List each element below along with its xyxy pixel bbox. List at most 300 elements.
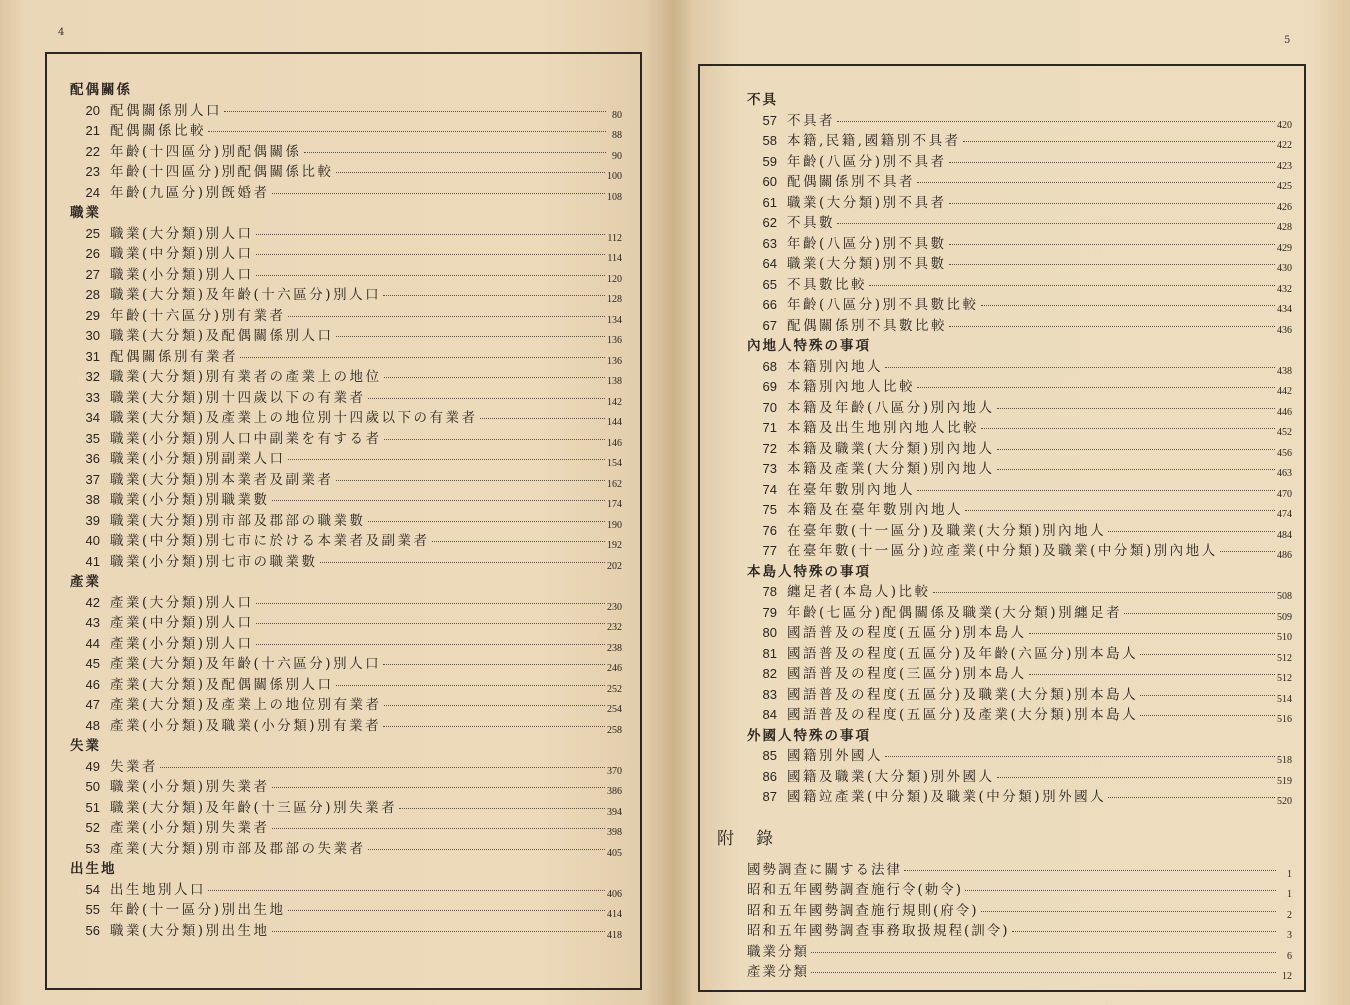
entry-page: 406 [607, 888, 622, 900]
toc-entry[interactable] [70, 408, 622, 429]
entry-page: 128 [607, 294, 622, 305]
dot-leader [1140, 715, 1275, 716]
entry-page: 446 [1277, 406, 1292, 418]
dot-leader [368, 521, 605, 522]
entry-number: 47 [85, 697, 100, 712]
entry-title: 本籍別內地人 [787, 358, 883, 375]
entry-page: 108 [607, 191, 622, 203]
entry-page: 134 [607, 314, 622, 326]
entry-title: 產業(大分類)及產業上の地位別有業者 [110, 697, 382, 713]
entry-page: 246 [607, 663, 622, 674]
entry-number: 50 [85, 779, 100, 794]
dot-leader [272, 828, 605, 829]
appendix-heading: 附錄 [717, 828, 795, 849]
toc-entry[interactable] [70, 654, 622, 675]
section-heading: 職業 [70, 205, 101, 221]
entry-page: 254 [607, 704, 622, 715]
entry-number: 56 [85, 922, 100, 938]
toc-entry[interactable] [70, 265, 622, 286]
toc-entry[interactable] [70, 531, 622, 552]
entry-page: 426 [1277, 201, 1292, 213]
toc-entry[interactable] [70, 900, 622, 921]
entry-title: 昭和五年國勢調查施行規則(府令) [747, 902, 979, 919]
toc-entry[interactable] [70, 162, 622, 183]
toc-entry[interactable] [747, 500, 1292, 521]
toc-entry[interactable] [70, 285, 622, 306]
entry-page: 112 [607, 232, 622, 244]
dot-leader [368, 398, 605, 399]
dot-leader [997, 408, 1275, 409]
entry-number: 24 [85, 184, 100, 200]
dot-leader [256, 275, 605, 276]
entry-page: 80 [612, 109, 622, 121]
section-heading: 出生地 [70, 861, 117, 877]
dot-leader [256, 644, 605, 645]
section-heading: 失業 [70, 738, 101, 754]
toc-entry[interactable] [70, 367, 622, 388]
entry-number: 60 [762, 174, 777, 189]
toc-entry[interactable] [747, 357, 1292, 378]
toc-entry[interactable] [70, 511, 622, 532]
dot-leader [981, 305, 1275, 306]
dot-leader [981, 911, 1276, 912]
entry-number: 42 [85, 594, 100, 610]
entry-number: 49 [85, 758, 100, 774]
entry-number: 30 [85, 328, 100, 343]
entry-number: 26 [85, 246, 100, 261]
entry-title: 職業(小分類)別人口中副業を有する者 [110, 430, 382, 447]
dot-leader [384, 705, 605, 706]
dot-leader [304, 152, 606, 153]
dot-leader [1220, 551, 1275, 552]
entry-page: 162 [607, 478, 622, 490]
toc-entry[interactable] [70, 880, 622, 901]
dot-leader [1108, 531, 1275, 532]
toc-entry[interactable] [747, 767, 1292, 788]
entry-title: 職業(大分類)別本業者及副業者 [110, 471, 334, 488]
entry-number: 68 [762, 358, 777, 374]
entry-title: 職業(大分類)別人口 [110, 225, 254, 242]
entry-title: 國語普及の程度(五區分)及產業(大分類)別本島人 [787, 707, 1139, 723]
entry-title: 職業分類 [747, 943, 809, 960]
entry-page: 1 [1287, 889, 1292, 900]
entry-title: 本籍及出生地別內地人比較 [787, 420, 979, 436]
entry-number: 35 [85, 430, 100, 446]
toc-entry[interactable] [747, 295, 1292, 316]
dot-leader [1140, 654, 1275, 655]
dot-leader [256, 234, 606, 235]
entry-title: 年齡(七區分)配偶關係及職業(大分類)別纏足者 [787, 604, 1123, 621]
toc-entry[interactable] [70, 921, 622, 942]
entry-title: 配偶關係別有業者 [110, 348, 238, 365]
appendix-list [747, 860, 1292, 983]
entry-title: 國勢調查に關する法律 [747, 861, 902, 878]
toc-entry[interactable] [70, 593, 622, 614]
dot-leader [256, 623, 605, 624]
toc-entry[interactable] [747, 152, 1292, 173]
dot-leader [1124, 613, 1275, 614]
entry-number: 59 [762, 153, 777, 169]
dot-leader [1140, 695, 1275, 696]
dot-leader [384, 377, 605, 378]
entry-number: 53 [85, 840, 100, 856]
entry-title: 年齡(十六區分)別有業者 [110, 307, 286, 324]
dot-leader [272, 931, 605, 932]
dot-leader [336, 685, 605, 686]
toc-entry[interactable] [70, 244, 622, 265]
toc-entry[interactable] [747, 418, 1292, 439]
toc-entry[interactable] [70, 470, 622, 491]
entry-number: 82 [762, 666, 777, 681]
entry-title: 年齡(十四區分)別配偶關係比較 [110, 164, 334, 180]
entry-page: 486 [1277, 550, 1292, 561]
entry-page: 136 [607, 355, 622, 367]
entry-title: 國語普及の程度(三區分)別本島人 [787, 666, 1027, 682]
appendix-entry[interactable] [747, 880, 1292, 901]
dot-leader [997, 777, 1275, 778]
section-heading: 外國人特殊の事項 [747, 727, 871, 744]
toc-entry[interactable] [70, 695, 622, 716]
toc-entry[interactable] [747, 541, 1292, 562]
toc-entry[interactable] [747, 603, 1292, 624]
entry-title: 職業(大分類)及產業上の地位別十四歲以下の有業者 [110, 410, 478, 426]
entry-title: 職業(中分類)別人口 [110, 246, 254, 262]
toc-entry[interactable] [747, 787, 1292, 808]
entry-page: 520 [1277, 796, 1292, 807]
toc-entry[interactable] [747, 172, 1292, 193]
dot-leader [288, 910, 605, 911]
entry-page: 514 [1277, 693, 1292, 705]
dot-leader [811, 972, 1276, 973]
section-heading: 本島人特殊の事項 [747, 563, 871, 580]
entry-page: 252 [607, 683, 622, 695]
dot-leader [1029, 674, 1275, 675]
entry-number: 28 [85, 287, 100, 302]
entry-title: 產業(小分類)別人口 [110, 635, 254, 652]
toc-entry[interactable] [747, 131, 1292, 152]
page-number: 4 [58, 27, 65, 38]
entry-page: 474 [1277, 509, 1292, 520]
toc-entry[interactable] [70, 777, 622, 798]
entry-title: 產業(大分類)別人口 [110, 594, 254, 611]
entry-number: 54 [85, 881, 100, 897]
toc-entry[interactable] [747, 213, 1292, 234]
entry-page: 136 [607, 335, 622, 346]
dot-leader [997, 449, 1275, 450]
toc-entry[interactable] [747, 623, 1292, 644]
dot-leader [917, 182, 1275, 183]
toc-entry[interactable] [747, 275, 1292, 296]
dot-leader [917, 387, 1275, 388]
entry-page: 144 [607, 417, 622, 428]
entry-title: 年齡(八區分)別不具者 [787, 153, 947, 170]
toc-entry[interactable] [747, 234, 1292, 255]
toc-entry[interactable] [70, 101, 622, 122]
entry-title: 產業(大分類)及配偶關係別人口 [110, 676, 334, 693]
dot-leader [256, 603, 605, 604]
entry-title: 配偶關係別不具數比較 [787, 317, 947, 334]
toc-entry[interactable] [70, 675, 622, 696]
toc-entry[interactable] [70, 490, 622, 511]
dot-leader [320, 562, 605, 563]
entry-page: 100 [607, 171, 622, 182]
entry-page: 12 [1282, 971, 1292, 982]
entry-page: 405 [607, 847, 622, 859]
dot-leader [256, 254, 606, 255]
dot-leader [963, 141, 1275, 142]
toc-entry[interactable] [747, 685, 1292, 706]
entry-page: 430 [1277, 263, 1292, 274]
dot-leader [965, 510, 1275, 511]
section-heading: 內地人特殊の事項 [747, 338, 871, 354]
toc-entry[interactable] [747, 644, 1292, 665]
toc-entry[interactable] [70, 183, 622, 204]
toc-entry[interactable] [70, 429, 622, 450]
entry-number: 36 [85, 451, 100, 466]
entry-page: 190 [607, 519, 622, 531]
entry-number: 31 [85, 348, 100, 364]
toc-entry[interactable] [70, 121, 622, 142]
dot-leader [949, 203, 1275, 204]
dot-leader [904, 870, 1276, 871]
toc-entry[interactable] [747, 746, 1292, 767]
toc-entry[interactable] [70, 449, 622, 470]
entry-number: 34 [85, 410, 100, 425]
entry-title: 在臺年數別內地人 [787, 481, 915, 498]
dot-leader [288, 459, 605, 460]
entry-title: 失業者 [110, 758, 158, 775]
entry-title: 本籍及在臺年數別內地人 [787, 502, 963, 518]
entry-number: 55 [85, 902, 100, 917]
toc-entry[interactable] [70, 306, 622, 327]
entry-title: 國語普及の程度(五區分)及職業(大分類)別本島人 [787, 686, 1139, 703]
entry-page: 230 [607, 601, 622, 613]
entry-page: 512 [1277, 652, 1292, 664]
dot-leader [949, 326, 1275, 327]
entry-page: 509 [1277, 611, 1292, 623]
dot-leader [811, 952, 1276, 953]
toc-entry[interactable] [70, 634, 622, 655]
dot-leader [480, 418, 605, 419]
entry-title: 在臺年數(十一區分)及職業(大分類)別內地人 [787, 522, 1107, 539]
entry-page: 258 [607, 724, 622, 736]
entry-page: 418 [607, 929, 622, 941]
entry-number: 41 [85, 553, 100, 569]
entry-page: 2 [1287, 909, 1292, 921]
entry-title: 職業(大分類)及年齡(十三區分)別失業者 [110, 799, 398, 816]
toc-entry[interactable] [70, 613, 622, 634]
toc-entry[interactable] [70, 326, 622, 347]
toc-entry[interactable] [70, 716, 622, 737]
toc-entry[interactable] [747, 377, 1292, 398]
entry-title: 產業(小分類)及職業(小分類)別有業者 [110, 717, 382, 734]
entry-number: 86 [762, 768, 777, 784]
entry-title: 年齡(八區分)別不具數比較 [787, 297, 979, 313]
entry-page: 114 [607, 253, 622, 264]
entry-title: 產業(中分類)別人口 [110, 615, 254, 631]
entry-number: 81 [762, 645, 777, 661]
dot-leader [997, 469, 1275, 470]
entry-number: 32 [85, 369, 100, 384]
toc-entry[interactable] [747, 316, 1292, 337]
entry-number: 61 [762, 194, 777, 210]
dot-leader [208, 890, 605, 891]
entry-page: 432 [1277, 283, 1292, 295]
dot-leader [160, 767, 605, 768]
entry-page: 484 [1277, 529, 1292, 541]
entry-title: 國語普及の程度(五區分)及年齡(六區分)別本島人 [787, 645, 1139, 662]
entry-number: 74 [762, 481, 777, 497]
entry-title: 產業(大分類)別市部及郡部の失業者 [110, 840, 366, 857]
entry-number: 64 [762, 256, 777, 271]
entry-number: 65 [762, 276, 777, 292]
entry-number: 63 [762, 235, 777, 251]
toc-entry[interactable] [747, 705, 1292, 726]
toc-entry[interactable] [70, 388, 622, 409]
entry-page: 174 [607, 499, 622, 510]
entry-page: 232 [607, 622, 622, 633]
dot-leader [383, 295, 605, 296]
toc-entry[interactable] [747, 398, 1292, 419]
entry-page: 442 [1277, 386, 1292, 397]
entry-page: 516 [1277, 714, 1292, 725]
entry-page: 510 [1277, 632, 1292, 643]
entry-page: 3 [1287, 930, 1292, 941]
toc-entry[interactable] [70, 798, 622, 819]
dot-leader [272, 500, 605, 501]
toc-entry[interactable] [70, 224, 622, 245]
entry-page: 192 [607, 540, 622, 551]
entry-page: 202 [607, 560, 622, 572]
entry-page: 519 [1277, 775, 1292, 787]
entry-number: 78 [762, 584, 777, 599]
appendix-entry[interactable] [747, 962, 1292, 983]
entry-title: 職業(大分類)及年齡(十六區分)別人口 [110, 287, 382, 303]
appendix-entry[interactable] [747, 921, 1292, 942]
appendix-entry[interactable] [747, 860, 1292, 881]
entry-title: 出生地別人口 [110, 881, 206, 898]
entry-title: 纏足者(本島人)比較 [787, 584, 931, 600]
entry-number: 77 [762, 543, 777, 558]
entry-number: 71 [762, 420, 777, 435]
entry-number: 70 [762, 399, 777, 415]
entry-number: 37 [85, 471, 100, 487]
dot-leader [383, 664, 605, 665]
toc-entry[interactable] [70, 347, 622, 368]
toc-entry[interactable] [747, 521, 1292, 542]
entry-page: 518 [1277, 755, 1292, 766]
entry-page: 512 [1277, 673, 1292, 684]
entry-title: 職業(大分類)別十四歲以下の有業者 [110, 389, 366, 406]
entry-title: 本籍及年齡(八區分)別內地人 [787, 399, 995, 416]
entry-page: 463 [1277, 468, 1292, 479]
entry-title: 職業(大分類)及配偶關係別人口 [110, 328, 334, 344]
dot-leader [965, 890, 1276, 891]
entry-page: 90 [612, 150, 622, 162]
dot-leader [383, 726, 605, 727]
entry-page: 398 [607, 827, 622, 838]
entry-number: 67 [762, 317, 777, 333]
entry-number: 87 [762, 789, 777, 804]
entry-number: 22 [85, 143, 100, 159]
entry-number: 25 [85, 225, 100, 241]
dot-leader [1029, 633, 1275, 634]
entry-number: 40 [85, 533, 100, 548]
entry-title: 產業分類 [747, 964, 809, 980]
entry-page: 370 [607, 765, 622, 777]
toc-entry[interactable] [747, 193, 1292, 214]
entry-number: 66 [762, 297, 777, 312]
dot-leader [384, 439, 605, 440]
section-heading: 不具 [747, 92, 778, 108]
dot-leader [837, 121, 1275, 122]
toc-entry[interactable] [747, 111, 1292, 132]
dot-leader [1108, 797, 1275, 798]
entry-page: 154 [607, 458, 622, 469]
page-number: 5 [1284, 35, 1291, 46]
entry-number: 58 [762, 133, 777, 148]
dot-leader [368, 849, 605, 850]
entry-number: 48 [85, 717, 100, 733]
toc-entry[interactable] [70, 839, 622, 860]
entry-title: 配偶關係別人口 [110, 102, 222, 119]
entry-title: 本籍及產業(大分類)別內地人 [787, 461, 995, 477]
dot-leader [288, 316, 605, 317]
toc-entry[interactable] [747, 664, 1292, 685]
dot-leader [869, 285, 1275, 286]
toc-entry[interactable] [70, 818, 622, 839]
entry-page: 6 [1287, 950, 1292, 962]
entry-number: 84 [762, 707, 777, 722]
entry-title: 國語普及の程度(五區分)別本島人 [787, 625, 1027, 641]
entry-number: 27 [85, 266, 100, 282]
toc-entry[interactable] [747, 582, 1292, 603]
entry-page: 425 [1277, 181, 1292, 192]
table-of-contents [70, 80, 622, 941]
toc-entry[interactable] [747, 254, 1292, 275]
appendix-entry[interactable] [747, 942, 1292, 963]
entry-number: 20 [85, 102, 100, 118]
entry-title: 年齡(八區分)別不具數 [787, 235, 947, 252]
entry-title: 國籍別外國人 [787, 748, 883, 764]
toc-entry[interactable] [747, 480, 1292, 501]
entry-title: 本籍,民籍,國籍別不具者 [787, 133, 961, 149]
dot-leader [208, 131, 606, 132]
entry-page: 1 [1287, 868, 1292, 880]
entry-page: 146 [607, 437, 622, 449]
entry-title: 不具數 [787, 215, 835, 231]
entry-number: 29 [85, 307, 100, 323]
left-page [0, 0, 672, 1005]
dot-leader [240, 357, 605, 358]
entry-title: 職業(大分類)別有業者の產業上の地位 [110, 369, 382, 385]
entry-number: 44 [85, 635, 100, 651]
toc-entry[interactable] [70, 552, 622, 573]
appendix-entry[interactable] [747, 901, 1292, 922]
section-heading: 配偶關係 [70, 82, 132, 98]
toc-entry[interactable] [747, 439, 1292, 460]
entry-title: 不具數比較 [787, 276, 867, 293]
toc-entry[interactable] [70, 142, 622, 163]
entry-number: 21 [85, 123, 100, 138]
entry-page: 142 [607, 396, 622, 408]
toc-entry[interactable] [70, 757, 622, 778]
dot-leader [336, 172, 605, 173]
dot-leader [432, 541, 605, 542]
toc-entry[interactable] [747, 459, 1292, 480]
entry-number: 85 [762, 748, 777, 763]
entry-page: 423 [1277, 160, 1292, 172]
